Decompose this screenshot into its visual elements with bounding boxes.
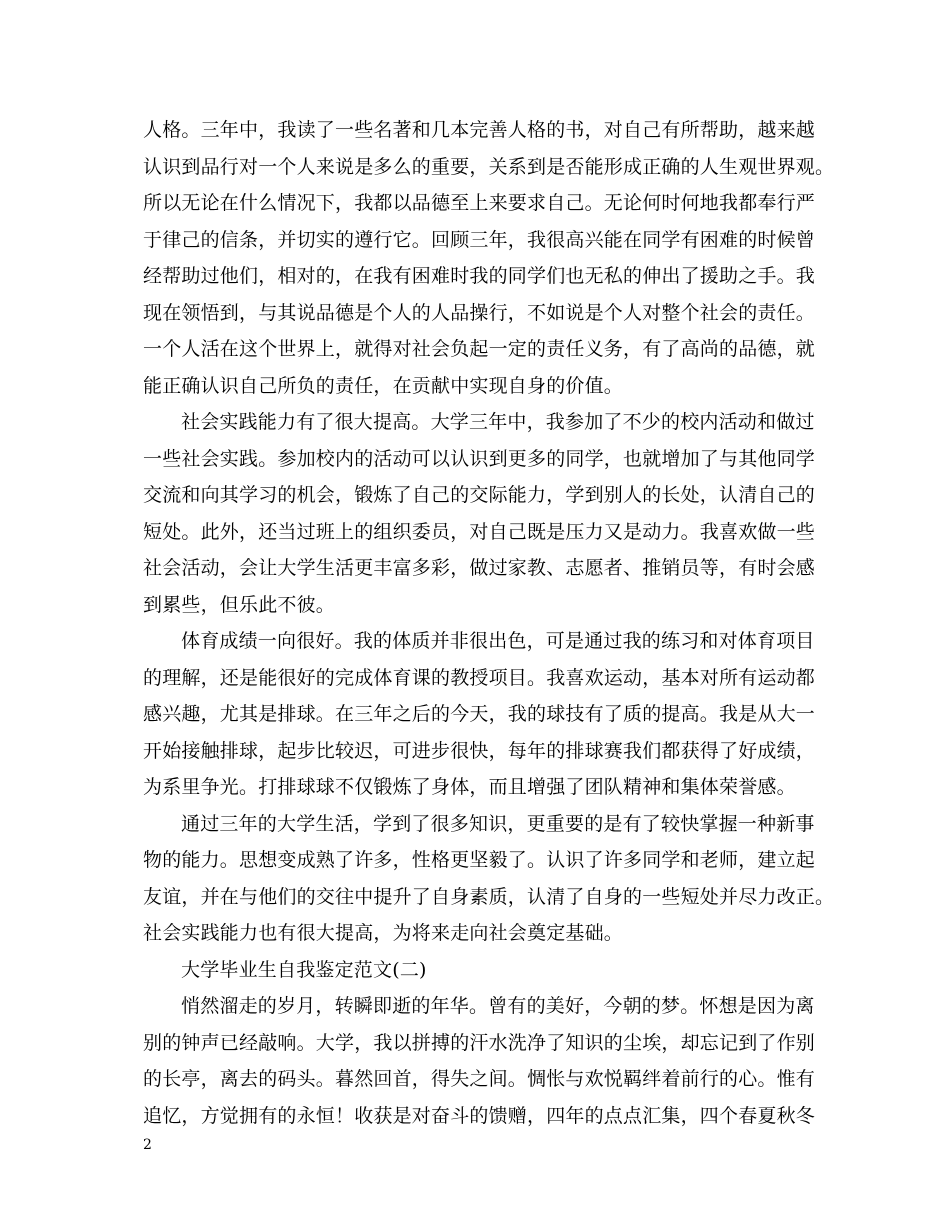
text-line: 短处。此外，还当过班上的组织委员，对自己既是压力又是动力。我喜欢做一些: [143, 520, 816, 543]
document-body: [143, 112, 835, 1134]
text-line: 社会活动，会让大学生活更丰富多彩，做过家教、志愿者、推销员等，有时会感: [143, 557, 816, 579]
paragraph-first-line: 体育成绩一向很好。我的体质并非很出色，可是通过我的练习和对体育项目: [181, 630, 815, 652]
text-line: 感兴趣，尤其是排球。在三年之后的今天，我的球技有了质的提高。我是从大一: [143, 703, 816, 725]
text-line: 的长亭，离去的码头。暮然回首，得失之间。惆怅与欢悦羁绊着前行的心。惟有: [143, 1068, 816, 1090]
text-line: 物的能力。思想变成熟了许多，性格更坚毅了。认识了许多同学和老师，建立起: [143, 849, 816, 871]
text-line: 能正确认识自己所负的责任，在贡献中实现自身的价值。: [143, 374, 624, 397]
text-line: 的理解，还是能很好的完成体育课的教授项目。我喜欢运动，基本对所有运动都: [143, 666, 816, 689]
text-line: 追忆，方觉拥有的永恒！收获是对奋斗的馈赠，四年的点点汇集，四个春夏秋冬: [143, 1104, 816, 1127]
text-line: 现在领悟到，与其说品德是个人的人品操行，不如说是个人对整个社会的责任。: [143, 301, 816, 324]
text-line: 一个人活在这个世界上，就得对社会负起一定的责任义务，有了高尚的品德，就: [143, 338, 816, 360]
paragraph-first-line: 悄然溜走的岁月，转瞬即逝的年华。曾有的美好，今朝的梦。怀想是因为离: [181, 995, 815, 1017]
text-line: 认识到品行对一个人来说是多么的重要，关系到是否能形成正确的人生观世界观。: [143, 155, 835, 178]
text-line: 别的钟声已经敲响。大学，我以拼搏的汗水洗净了知识的尘埃，却忘记到了作别: [143, 1031, 816, 1054]
text-line: 一些社会实践。参加校内的活动可以认识到更多的同学，也就增加了与其他同学: [143, 447, 816, 470]
text-line: 为系里争光。打排球球不仅锻炼了身体，而且增强了团队精神和集体荣誉感。: [143, 776, 796, 798]
text-line: 人格。三年中，我读了一些名著和几本完善人格的书，对自己有所帮助，越来越: [143, 119, 816, 141]
section-heading: 大学毕业生自我鉴定范文(二): [181, 958, 427, 981]
paragraph-first-line: 通过三年的大学生活，学到了很多知识，更重要的是有了较快掌握一种新事: [181, 812, 815, 835]
page-number: 2: [143, 1137, 152, 1153]
paragraph-first-line: 社会实践能力有了很大提高。大学三年中，我参加了不少的校内活动和做过: [181, 411, 815, 433]
text-line: 社会实践能力也有很大提高，为将来走向社会奠定基础。: [143, 922, 624, 944]
text-line: 经帮助过他们，相对的，在我有困难时我的同学们也无私的伸出了援助之手。我: [143, 265, 816, 287]
text-line: 到累些，但乐此不彼。: [143, 593, 336, 616]
text-line: 友谊，并在与他们的交往中提升了自身素质，认清了自身的一些短处并尽力改正。: [143, 885, 835, 908]
text-line: 于律己的信条，并切实的遵行它。回顾三年，我很高兴能在同学有困难的时候曾: [143, 228, 816, 251]
text-line: 开始接触排球，起步比较迟，可进步很快，每年的排球赛我们都获得了好成绩，: [143, 739, 816, 762]
text-line: 交流和向其学习的机会，锻炼了自己的交际能力，学到别人的长处，认清自己的: [143, 484, 816, 506]
text-line: 所以无论在什么情况下，我都以品德至上来要求自己。无论何时何地我都奉行严: [143, 192, 816, 214]
